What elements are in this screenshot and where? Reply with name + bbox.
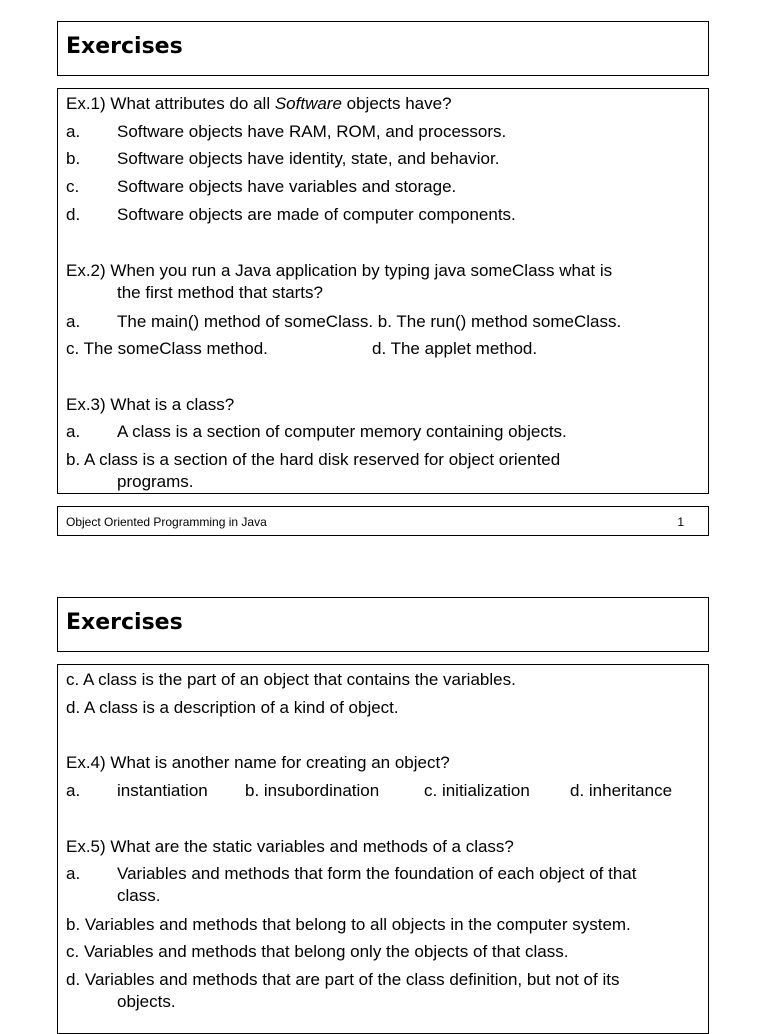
slide2-title: Exercises xyxy=(66,610,183,635)
ex4-option-a-label: a. xyxy=(66,781,81,800)
ex5-option-c: c. Variables and methods that belong only the objects of that class. xyxy=(66,942,569,961)
ex4-option-d: d. inheritance xyxy=(570,781,673,800)
footer-page-number: 1 xyxy=(677,515,684,529)
ex5-option-b: b. Variables and methods that belong to all objects in the computer system. xyxy=(66,915,631,934)
ex1-option-a-label: a. xyxy=(66,122,81,141)
slide1-content-box xyxy=(57,88,709,494)
ex2-option-c: c. The someClass method. xyxy=(66,339,268,358)
ex5-option-a-label: a. xyxy=(66,864,81,883)
ex5-option-a-line1: Variables and methods that form the foundation of each object of that xyxy=(117,864,637,883)
ex1-option-a: Software objects have RAM, ROM, and processors. xyxy=(117,122,507,141)
ex1-question: Ex.1) What attributes do all Software objects have? xyxy=(66,94,452,113)
ex2-question-line2: the first method that starts? xyxy=(117,283,323,302)
ex4-option-a: instantiation xyxy=(117,781,208,800)
ex5-question: Ex.5) What are the static variables and methods of a class? xyxy=(66,837,514,856)
ex1-option-d: Software objects are made of computer components. xyxy=(117,205,516,224)
ex2-question-line1: Ex.2) When you run a Java application by typing java someClass what is xyxy=(66,261,613,280)
ex5-option-a-line2: class. xyxy=(117,886,161,905)
ex3-option-c: c. A class is the part of an object that contains the variables. xyxy=(66,670,516,689)
ex4-question: Ex.4) What is another name for creating an object? xyxy=(66,753,450,772)
ex2-option-a-label: a. xyxy=(66,312,81,331)
ex2-option-ab: The main() method of someClass. b. The run() method someClass. xyxy=(117,312,622,331)
ex1-option-b-label: b. xyxy=(66,149,81,168)
ex2-option-d: d. The applet method. xyxy=(372,339,538,358)
slide1-footer xyxy=(57,506,709,536)
ex3-question: Ex.3) What is a class? xyxy=(66,395,235,414)
ex3-option-a-label: a. xyxy=(66,422,81,441)
ex5-option-d-line1: d. Variables and methods that are part of the class definition, but not of its xyxy=(66,970,620,989)
ex5-option-d-line2: objects. xyxy=(117,992,176,1011)
ex1-option-c: Software objects have variables and storage. xyxy=(117,177,457,196)
ex3-option-b-line2: programs. xyxy=(117,472,194,491)
ex3-option-a: A class is a section of computer memory containing objects. xyxy=(117,422,567,441)
ex1-option-d-label: d. xyxy=(66,205,81,224)
ex4-option-b: b. insubordination xyxy=(245,781,380,800)
ex1-option-c-label: c. xyxy=(66,177,80,196)
slide1-title: Exercises xyxy=(66,34,183,59)
ex3-option-d: d. A class is a description of a kind of object. xyxy=(66,698,399,717)
slide2-title-box xyxy=(57,597,709,652)
footer-course-title: Object Oriented Programming in Java xyxy=(66,515,267,529)
ex4-option-c: c. initialization xyxy=(424,781,530,800)
slide2-content-box xyxy=(57,664,709,1034)
slide1-title-box xyxy=(57,21,709,76)
ex1-option-b: Software objects have identity, state, and behavior. xyxy=(117,149,500,168)
ex3-option-b-line1: b. A class is a section of the hard disk reserved for object oriented xyxy=(66,450,561,469)
